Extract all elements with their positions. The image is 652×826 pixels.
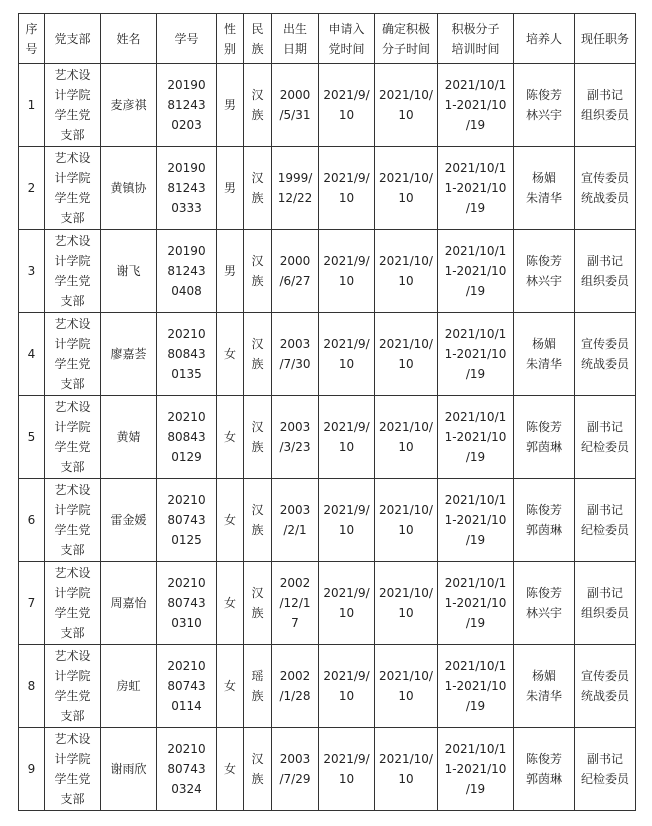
ethnicity-cell: [244, 147, 272, 230]
header-cell: 申请入 党时间: [319, 14, 375, 64]
activist-training-date: 2021/10/1 1-2021/10 /19: [444, 493, 507, 547]
student-id-cell: [157, 396, 217, 479]
birth-date: 2000 /6/27: [279, 254, 311, 288]
student-id: 20190 81243 0408: [167, 244, 206, 298]
current-position: 副书记 纪检委员: [580, 503, 629, 537]
birth-date-cell: [272, 562, 319, 645]
application-date-cell: [319, 396, 375, 479]
row-number: 1: [27, 98, 36, 112]
mentor-names: 陈俊芳 郭茵琳: [525, 752, 562, 786]
activist-confirm-date: 2021/10/ 10: [379, 88, 433, 122]
application-date-cell: [319, 230, 375, 313]
student-name-cell: [101, 479, 157, 562]
application-date: 2021/9/ 10: [323, 88, 370, 122]
activist-confirm-date: 2021/10/ 10: [379, 752, 433, 786]
activist-confirm-date: 2021/10/ 10: [379, 337, 433, 371]
student-id: 20210 80743 0125: [167, 493, 206, 547]
party-branch: 艺术设 计学院 学生党 支部: [54, 234, 91, 308]
activist-training-date: 2021/10/1 1-2021/10 /19: [444, 161, 507, 215]
student-name-cell: [101, 396, 157, 479]
activist-confirm-date: 2021/10/ 10: [379, 420, 433, 454]
gender: 女: [223, 596, 236, 610]
party-branch-cell: [45, 147, 101, 230]
row-number-cell: [19, 64, 45, 147]
party-branch-cell: [45, 645, 101, 728]
activist-training-date: 2021/10/1 1-2021/10 /19: [444, 327, 507, 381]
party-branch: 艺术设 计学院 学生党 支部: [54, 732, 91, 806]
student-id: 20210 80743 0324: [167, 742, 206, 796]
row-number: 3: [27, 264, 36, 278]
ethnicity-cell: [244, 64, 272, 147]
table-row: [19, 562, 636, 645]
student-id-cell: [157, 313, 217, 396]
current-position-cell: [575, 645, 636, 728]
gender-cell: [217, 396, 244, 479]
party-branch-cell: [45, 230, 101, 313]
activist-training-date: 2021/10/1 1-2021/10 /19: [444, 78, 507, 132]
row-number-cell: [19, 396, 45, 479]
party-branch-cell: [45, 313, 101, 396]
gender: 女: [223, 430, 236, 444]
application-date: 2021/9/ 10: [323, 171, 370, 205]
ethnicity: 汉 族: [251, 752, 264, 786]
row-number-cell: [19, 728, 45, 811]
activist-confirm-date-cell: [375, 728, 438, 811]
application-date: 2021/9/ 10: [323, 337, 370, 371]
activist-confirm-date-cell: [375, 562, 438, 645]
party-branch-cell: [45, 728, 101, 811]
party-branch: 艺术设 计学院 学生党 支部: [54, 566, 91, 640]
birth-date: 2002 /12/1 7: [279, 576, 311, 630]
student-id-cell: [157, 64, 217, 147]
birth-date: 2003 /2/1: [279, 503, 311, 537]
party-branch-cell: [45, 64, 101, 147]
gender-cell: [217, 230, 244, 313]
activist-confirm-date-cell: [375, 313, 438, 396]
mentor-names: 杨媚 朱清华: [525, 171, 562, 205]
gender: 男: [223, 181, 236, 195]
birth-date: 2000 /5/31: [279, 88, 311, 122]
activist-confirm-date-cell: [375, 645, 438, 728]
application-date-cell: [319, 562, 375, 645]
activist-confirm-date: 2021/10/ 10: [379, 254, 433, 288]
mentor-names: 杨媚 朱清华: [525, 337, 562, 371]
activist-training-date-cell: [438, 313, 514, 396]
birth-date: 2002 /1/28: [279, 669, 311, 703]
birth-date-cell: [272, 230, 319, 313]
activist-training-date: 2021/10/1 1-2021/10 /19: [444, 576, 507, 630]
party-branch: 艺术设 计学院 学生党 支部: [54, 317, 91, 391]
party-branch: 艺术设 计学院 学生党 支部: [54, 151, 91, 225]
application-date: 2021/9/ 10: [323, 752, 370, 786]
current-position: 宣传委员 统战委员: [580, 171, 629, 205]
student-id-cell: [157, 230, 217, 313]
party-branch: 艺术设 计学院 学生党 支部: [54, 649, 91, 723]
row-number-cell: [19, 313, 45, 396]
table-row: [19, 645, 636, 728]
current-position-cell: [575, 147, 636, 230]
activist-training-date: 2021/10/1 1-2021/10 /19: [444, 410, 507, 464]
application-date: 2021/9/ 10: [323, 503, 370, 537]
ethnicity: 汉 族: [251, 503, 264, 537]
current-position: 宣传委员 统战委员: [580, 337, 629, 371]
student-id: 20190 81243 0333: [167, 161, 206, 215]
student-name: 黄镇协: [110, 181, 147, 195]
row-number-cell: [19, 479, 45, 562]
student-id-cell: [157, 147, 217, 230]
activist-training-date-cell: [438, 479, 514, 562]
current-position: 宣传委员 统战委员: [580, 669, 629, 703]
student-id-cell: [157, 728, 217, 811]
application-date: 2021/9/ 10: [323, 254, 370, 288]
ethnicity: 汉 族: [251, 337, 264, 371]
application-date-cell: [319, 479, 375, 562]
current-position: 副书记 组织委员: [580, 88, 629, 122]
header-row: [19, 14, 636, 64]
student-name: 谢雨欣: [110, 762, 147, 776]
mentor-names-cell: [514, 313, 575, 396]
birth-date-cell: [272, 645, 319, 728]
student-name: 房虹: [116, 679, 141, 693]
table-row: [19, 147, 636, 230]
student-id-cell: [157, 562, 217, 645]
gender: 女: [223, 762, 236, 776]
mentor-names: 杨媚 朱清华: [525, 669, 562, 703]
activist-training-date-cell: [438, 645, 514, 728]
ethnicity-cell: [244, 230, 272, 313]
party-branch: 艺术设 计学院 学生党 支部: [54, 400, 91, 474]
activist-confirm-date-cell: [375, 396, 438, 479]
birth-date-cell: [272, 64, 319, 147]
party-branch-cell: [45, 562, 101, 645]
row-number-cell: [19, 147, 45, 230]
row-number-cell: [19, 645, 45, 728]
application-date-cell: [319, 728, 375, 811]
header-cell: 出生 日期: [272, 14, 319, 64]
activist-confirm-date: 2021/10/ 10: [379, 586, 433, 620]
header-cell: 民 族: [244, 14, 272, 64]
birth-date: 2003 /7/29: [279, 752, 311, 786]
gender-cell: [217, 479, 244, 562]
student-name-cell: [101, 313, 157, 396]
birth-date-cell: [272, 728, 319, 811]
ethnicity: 汉 族: [251, 254, 264, 288]
student-name: 麦彦祺: [110, 98, 147, 112]
application-date: 2021/9/ 10: [323, 669, 370, 703]
header-cell: 积极分子 培训时间: [438, 14, 514, 64]
row-number-cell: [19, 230, 45, 313]
birth-date-cell: [272, 313, 319, 396]
row-number: 5: [27, 430, 36, 444]
birth-date-cell: [272, 147, 319, 230]
student-name-cell: [101, 728, 157, 811]
student-name: 廖嘉荟: [110, 347, 147, 361]
student-name: 谢飞: [116, 264, 141, 278]
gender-cell: [217, 64, 244, 147]
ethnicity-cell: [244, 562, 272, 645]
student-name-cell: [101, 645, 157, 728]
ethnicity: 汉 族: [251, 88, 264, 122]
header-cell: 序 号: [19, 14, 45, 64]
row-number: 9: [27, 762, 36, 776]
activist-confirm-date: 2021/10/ 10: [379, 669, 433, 703]
table-row: [19, 728, 636, 811]
student-id: 20210 80743 0114: [167, 659, 206, 713]
gender-cell: [217, 562, 244, 645]
activist-training-date-cell: [438, 396, 514, 479]
activist-training-date: 2021/10/1 1-2021/10 /19: [444, 659, 507, 713]
birth-date-cell: [272, 479, 319, 562]
row-number-cell: [19, 562, 45, 645]
table-body: [19, 64, 636, 811]
student-id: 20210 80843 0135: [167, 327, 206, 381]
ethnicity-cell: [244, 396, 272, 479]
party-branch: 艺术设 计学院 学生党 支部: [54, 483, 91, 557]
mentor-names-cell: [514, 396, 575, 479]
application-date: 2021/9/ 10: [323, 586, 370, 620]
student-name-cell: [101, 64, 157, 147]
gender: 女: [223, 679, 236, 693]
mentor-names-cell: [514, 147, 575, 230]
activist-training-date-cell: [438, 230, 514, 313]
current-position-cell: [575, 313, 636, 396]
student-id-cell: [157, 479, 217, 562]
activist-training-date-cell: [438, 64, 514, 147]
activist-confirm-date-cell: [375, 147, 438, 230]
mentor-names-cell: [514, 64, 575, 147]
mentor-names-cell: [514, 230, 575, 313]
gender-cell: [217, 147, 244, 230]
current-position: 副书记 纪检委员: [580, 752, 629, 786]
student-name-cell: [101, 562, 157, 645]
table-row: [19, 230, 636, 313]
activist-training-date: 2021/10/1 1-2021/10 /19: [444, 742, 507, 796]
activist-training-date-cell: [438, 562, 514, 645]
gender-cell: [217, 645, 244, 728]
header-cell: 学号: [157, 14, 217, 64]
mentor-names: 陈俊芳 林兴宇: [525, 254, 562, 288]
header-cell: 姓名: [101, 14, 157, 64]
mentor-names: 陈俊芳 林兴宇: [525, 88, 562, 122]
gender: 女: [223, 347, 236, 361]
ethnicity-cell: [244, 728, 272, 811]
ethnicity-cell: [244, 313, 272, 396]
member-table: [18, 13, 636, 811]
header-cell: 党支部: [45, 14, 101, 64]
activist-confirm-date-cell: [375, 230, 438, 313]
party-branch: 艺术设 计学院 学生党 支部: [54, 68, 91, 142]
current-position: 副书记 纪检委员: [580, 420, 629, 454]
student-id-cell: [157, 645, 217, 728]
ethnicity: 汉 族: [251, 420, 264, 454]
student-name-cell: [101, 230, 157, 313]
current-position-cell: [575, 230, 636, 313]
mentor-names-cell: [514, 479, 575, 562]
table-row: [19, 479, 636, 562]
birth-date: 2003 /3/23: [279, 420, 311, 454]
activist-training-date-cell: [438, 147, 514, 230]
student-id: 20210 80743 0310: [167, 576, 206, 630]
row-number: 6: [27, 513, 36, 527]
mentor-names-cell: [514, 728, 575, 811]
ethnicity: 瑶 族: [251, 669, 264, 703]
activist-training-date-cell: [438, 728, 514, 811]
application-date: 2021/9/ 10: [323, 420, 370, 454]
table-row: [19, 396, 636, 479]
current-position-cell: [575, 728, 636, 811]
ethnicity-cell: [244, 479, 272, 562]
current-position: 副书记 组织委员: [580, 586, 629, 620]
row-number: 7: [27, 596, 36, 610]
student-id: 20210 80843 0129: [167, 410, 206, 464]
header-cell: 确定积极 分子时间: [375, 14, 438, 64]
gender: 男: [223, 264, 236, 278]
header-cell: 现任职务: [575, 14, 636, 64]
table-row: [19, 64, 636, 147]
current-position: 副书记 组织委员: [580, 254, 629, 288]
row-number: 8: [27, 679, 36, 693]
gender: 男: [223, 98, 236, 112]
mentor-names-cell: [514, 645, 575, 728]
application-date-cell: [319, 645, 375, 728]
mentor-names-cell: [514, 562, 575, 645]
activist-confirm-date-cell: [375, 64, 438, 147]
activist-confirm-date: 2021/10/ 10: [379, 171, 433, 205]
mentor-names: 陈俊芳 郭茵琳: [525, 503, 562, 537]
birth-date-cell: [272, 396, 319, 479]
mentor-names: 陈俊芳 郭茵琳: [525, 420, 562, 454]
party-branch-cell: [45, 396, 101, 479]
header-cell: 培养人: [514, 14, 575, 64]
current-position-cell: [575, 396, 636, 479]
student-id: 20190 81243 0203: [167, 78, 206, 132]
row-number: 4: [27, 347, 36, 361]
ethnicity: 汉 族: [251, 586, 264, 620]
gender: 女: [223, 513, 236, 527]
gender-cell: [217, 313, 244, 396]
birth-date: 1999/ 12/22: [277, 171, 313, 205]
gender-cell: [217, 728, 244, 811]
activist-confirm-date-cell: [375, 479, 438, 562]
mentor-names: 陈俊芳 林兴宇: [525, 586, 562, 620]
application-date-cell: [319, 313, 375, 396]
application-date-cell: [319, 64, 375, 147]
ethnicity-cell: [244, 645, 272, 728]
party-branch-cell: [45, 479, 101, 562]
application-date-cell: [319, 147, 375, 230]
student-name: 黄婧: [116, 430, 141, 444]
header-cell: 性 别: [217, 14, 244, 64]
student-name: 周嘉怡: [110, 596, 147, 610]
current-position-cell: [575, 64, 636, 147]
table-row: [19, 313, 636, 396]
student-name-cell: [101, 147, 157, 230]
student-name: 雷金媛: [110, 513, 147, 527]
activist-training-date: 2021/10/1 1-2021/10 /19: [444, 244, 507, 298]
current-position-cell: [575, 479, 636, 562]
activist-confirm-date: 2021/10/ 10: [379, 503, 433, 537]
row-number: 2: [27, 181, 36, 195]
birth-date: 2003 /7/30: [279, 337, 311, 371]
ethnicity: 汉 族: [251, 171, 264, 205]
current-position-cell: [575, 562, 636, 645]
